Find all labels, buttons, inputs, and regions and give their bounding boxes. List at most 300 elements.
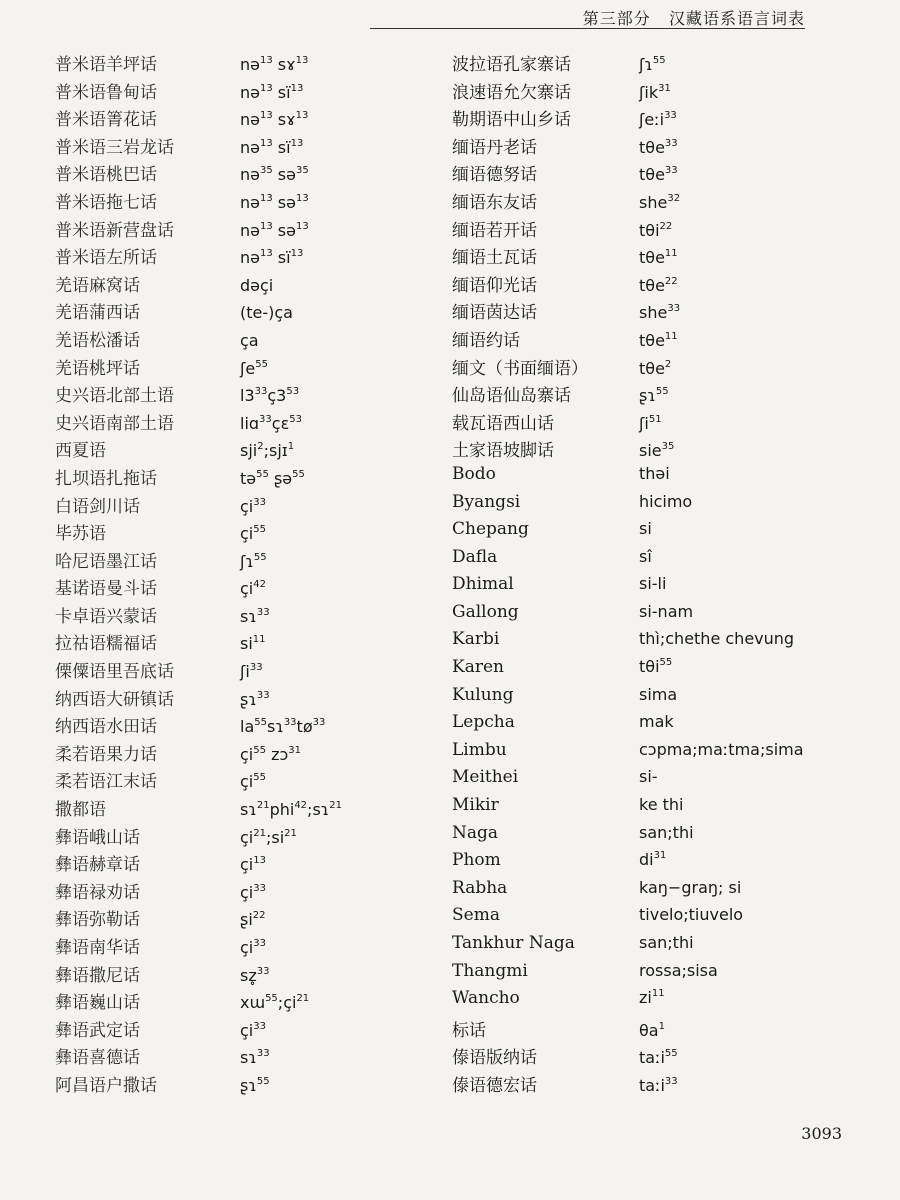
entry-row — [452, 767, 804, 795]
form-text: ʃik — [639, 82, 659, 102]
word-form — [240, 717, 325, 736]
form-text: çi — [240, 772, 254, 792]
form-text: si-nam — [639, 601, 694, 621]
tone-superscript: 35 — [259, 165, 273, 177]
entry-row — [55, 50, 342, 78]
tone-superscript: 13 — [259, 220, 273, 232]
language-name: 拉祜语糯福话 — [55, 634, 157, 655]
word-form — [639, 878, 741, 897]
form-text: taːi — [639, 1048, 665, 1068]
entry-row — [452, 685, 804, 713]
entry-row — [452, 547, 804, 575]
tone-superscript: 11 — [651, 988, 665, 1000]
entry-row — [452, 519, 804, 547]
language-name: Meithei — [452, 767, 519, 788]
entry-row — [452, 629, 804, 657]
form-text: çi — [240, 882, 254, 902]
language-name: Karbi — [452, 629, 500, 650]
language-name: Limbu — [452, 739, 507, 760]
word-form — [639, 248, 678, 267]
tone-superscript: 33 — [249, 662, 263, 674]
form-text: tθe — [639, 275, 665, 295]
language-name: 彝语峨山话 — [55, 827, 140, 848]
word-form — [240, 83, 303, 102]
entry-row — [55, 988, 342, 1016]
form-text: di — [639, 850, 654, 870]
form-text: ʃɿ — [240, 551, 254, 571]
entry-row — [55, 78, 342, 106]
form-text: ʂə — [268, 468, 293, 488]
word-form — [639, 193, 680, 212]
form-text: rossa;sisa — [639, 960, 718, 980]
form-text: (te-)ça — [240, 303, 293, 323]
word-form — [639, 850, 666, 869]
tone-superscript: 55 — [255, 358, 268, 370]
word-form — [639, 823, 694, 842]
language-name: Dafla — [452, 546, 498, 567]
word-form — [240, 745, 301, 764]
form-text: nə — [240, 137, 260, 157]
entry-row — [55, 519, 342, 547]
tone-superscript: 32 — [667, 192, 681, 204]
tone-superscript: 33 — [664, 110, 677, 122]
word-form — [639, 547, 652, 566]
form-text: nə — [240, 82, 260, 102]
form-text: nə — [240, 192, 260, 212]
word-form — [639, 712, 674, 731]
entry-row — [55, 740, 342, 768]
language-name: 彝语巍山话 — [55, 993, 140, 1014]
entry-row — [452, 216, 804, 244]
tone-superscript: 13 — [253, 855, 266, 867]
form-text: hicimo — [639, 491, 693, 511]
form-text: ʂi — [240, 910, 253, 930]
language-name: 撒都语 — [55, 800, 106, 821]
tone-superscript: 55 — [254, 717, 267, 729]
language-name: 勒期语中山乡话 — [452, 110, 571, 131]
form-text: nə — [240, 55, 260, 74]
entry-row — [452, 160, 804, 188]
language-name: Wancho — [452, 988, 520, 1009]
tone-superscript: 13 — [295, 55, 309, 66]
entry-row — [452, 436, 804, 464]
entry-row — [452, 878, 804, 906]
language-name: 缅语若开话 — [452, 220, 537, 241]
entry-row — [55, 216, 342, 244]
word-form — [240, 138, 303, 157]
tone-superscript: 55 — [652, 55, 666, 66]
word-form — [639, 492, 692, 511]
tone-superscript: 13 — [295, 220, 309, 232]
entry-row — [55, 905, 342, 933]
entry-row — [452, 740, 804, 768]
tone-superscript: 33 — [283, 717, 297, 729]
language-name: 普米语三岩龙话 — [55, 137, 174, 158]
word-form — [240, 331, 259, 350]
language-name: 史兴语北部土语 — [55, 386, 174, 407]
tone-superscript: 13 — [295, 192, 309, 204]
entry-row — [55, 602, 342, 630]
entry-row — [452, 78, 804, 106]
language-name: Kulung — [452, 684, 514, 705]
entry-row — [452, 105, 804, 133]
word-form — [240, 855, 266, 874]
form-text: ke thi — [639, 795, 684, 815]
language-name: 羌语松潘话 — [55, 330, 140, 351]
language-name: 缅语约话 — [452, 330, 520, 351]
tone-superscript: 21 — [296, 993, 310, 1005]
word-form — [639, 464, 670, 483]
form-text: mak — [639, 712, 674, 732]
tone-superscript: 11 — [664, 330, 678, 342]
language-name: 基诺语曼斗话 — [55, 579, 157, 600]
entry-row — [452, 326, 804, 354]
language-name: 傈僳语里吾底话 — [55, 662, 174, 683]
entry-row — [452, 1016, 804, 1044]
form-text: ça — [240, 330, 259, 350]
language-name: 载瓦语西山话 — [452, 413, 554, 434]
entry-row — [452, 988, 804, 1016]
word-form — [639, 740, 804, 759]
word-form — [639, 1076, 678, 1095]
entry-row — [452, 271, 804, 299]
word-form — [639, 331, 678, 350]
tone-superscript: 55 — [655, 386, 669, 398]
form-text: ʃeːi — [639, 110, 665, 130]
tone-superscript: 13 — [259, 82, 273, 94]
tone-superscript: 22 — [664, 275, 678, 287]
language-name: 白语剑川话 — [55, 496, 140, 517]
form-text: sî — [639, 546, 652, 566]
form-text: ʃi — [240, 662, 250, 682]
language-name: 普米语新营盘话 — [55, 220, 174, 241]
word-form — [639, 414, 662, 433]
form-text: tθe — [639, 330, 665, 350]
tone-superscript: 55 — [292, 468, 305, 480]
language-name: 彝语撒尼话 — [55, 965, 140, 986]
word-form — [240, 993, 309, 1012]
tone-superscript: 53 — [286, 386, 300, 398]
entry-row — [452, 354, 804, 382]
entry-row — [55, 1016, 342, 1044]
word-form — [639, 1048, 678, 1067]
tone-superscript: 1 — [658, 1020, 665, 1032]
word-form — [639, 138, 678, 157]
word-form — [639, 276, 678, 295]
tone-superscript: 33 — [253, 882, 266, 894]
form-text: sɿ — [240, 606, 257, 626]
form-text: she — [639, 192, 668, 212]
form-text: ʃi — [639, 413, 649, 433]
word-form — [240, 828, 297, 847]
language-name: 标话 — [452, 1020, 486, 1041]
tone-superscript: 33 — [254, 386, 268, 398]
tone-superscript: 13 — [259, 55, 273, 66]
form-text: sɿ — [240, 1048, 257, 1068]
tone-superscript: 21 — [256, 800, 270, 812]
form-text: çi — [240, 1020, 254, 1040]
form-text: dəçi — [240, 275, 274, 295]
language-name: Rabha — [452, 877, 508, 898]
form-text: tθi — [639, 220, 660, 240]
word-form — [240, 690, 270, 709]
tone-superscript: 33 — [667, 303, 681, 315]
word-form — [639, 110, 677, 129]
tone-superscript: 13 — [295, 110, 309, 122]
word-form — [639, 55, 666, 74]
language-name: 哈尼语墨江话 — [55, 551, 157, 572]
form-text: san;thi — [639, 933, 694, 952]
word-form — [240, 1076, 270, 1095]
tone-superscript: 31 — [653, 850, 667, 862]
language-name: Karen — [452, 657, 504, 678]
word-form — [639, 83, 671, 102]
word-form — [639, 386, 669, 405]
form-text: tθe — [639, 358, 665, 378]
language-name: 彝语赫章话 — [55, 855, 140, 876]
tone-superscript: 13 — [290, 248, 304, 260]
form-text: nə — [240, 165, 260, 185]
form-text: θa — [639, 1020, 659, 1040]
entry-row — [55, 685, 342, 713]
form-text: sɤ — [272, 110, 296, 130]
language-name: 缅语东友话 — [452, 192, 537, 213]
tone-superscript: 21 — [329, 800, 342, 812]
word-form — [639, 574, 666, 593]
word-form — [639, 933, 694, 952]
language-name: Sema — [452, 905, 500, 926]
language-name: 仙岛语仙岛寨话 — [452, 386, 571, 407]
entry-row — [55, 961, 342, 989]
language-name: 普米语桃巴话 — [55, 165, 157, 186]
tone-superscript: 35 — [661, 441, 675, 453]
word-form — [240, 1021, 266, 1040]
form-text: kaŋ−graŋ; si — [639, 877, 742, 897]
form-text: phi — [269, 800, 295, 820]
form-text: sə — [272, 220, 296, 240]
language-name: 缅语土瓦话 — [452, 248, 537, 269]
word-form — [240, 303, 293, 322]
tone-superscript: 55 — [256, 1075, 270, 1087]
word-form — [639, 767, 658, 786]
form-text: tivelo;tiuvelo — [639, 905, 744, 925]
language-name: 彝语南华话 — [55, 938, 140, 958]
form-text: çɛ — [271, 413, 290, 433]
entry-row — [55, 878, 342, 906]
form-text: thì;chethe chevung — [639, 629, 795, 649]
tone-superscript: 21 — [253, 827, 266, 839]
tone-superscript: 55 — [659, 657, 673, 669]
tone-superscript: 53 — [289, 413, 302, 425]
form-text: she — [639, 303, 668, 323]
tone-superscript: 33 — [253, 496, 266, 508]
entry-row — [452, 409, 804, 437]
form-text: sima — [639, 684, 678, 704]
word-form — [240, 165, 309, 184]
form-text: ʂɿ — [639, 386, 656, 406]
tone-superscript: 42 — [253, 579, 266, 591]
word-form — [639, 961, 718, 980]
tone-superscript: 13 — [290, 137, 304, 149]
form-text: ;sjɪ — [263, 441, 288, 461]
entry-row — [55, 657, 342, 685]
word-form — [240, 524, 266, 543]
language-name: Lepcha — [452, 712, 515, 733]
word-form — [240, 193, 309, 212]
word-form — [639, 221, 672, 240]
entry-row — [55, 105, 342, 133]
form-text: ;sɿ — [307, 800, 330, 820]
word-form — [240, 55, 308, 74]
tone-superscript: 31 — [658, 82, 671, 94]
entry-row — [55, 243, 342, 271]
tone-superscript: 55 — [253, 744, 266, 756]
language-name: 彝语武定话 — [55, 1020, 140, 1041]
entry-row — [55, 1071, 342, 1099]
entry-row — [55, 188, 342, 216]
language-name: 普米语左所话 — [55, 248, 157, 269]
entry-row — [55, 436, 342, 464]
language-name: Gallong — [452, 601, 519, 622]
word-form — [240, 221, 309, 240]
language-name: 普米语箐花话 — [55, 110, 157, 131]
entry-row — [55, 464, 342, 492]
tone-superscript: 55 — [256, 468, 269, 480]
entry-row — [452, 50, 804, 78]
language-name: Thangmi — [452, 960, 528, 981]
entry-row — [55, 326, 342, 354]
form-text: ʂɿ — [240, 1075, 257, 1095]
tone-superscript: 35 — [295, 165, 309, 177]
form-text: sə — [272, 192, 296, 212]
tone-superscript: 33 — [256, 689, 270, 701]
tone-superscript: 13 — [259, 110, 273, 122]
entry-row — [55, 712, 342, 740]
language-name: Phom — [452, 850, 501, 871]
form-text: liɑ — [240, 413, 260, 433]
form-text: ;si — [265, 827, 285, 847]
running-header — [583, 6, 805, 29]
form-text: nə — [240, 248, 260, 268]
word-form — [240, 414, 302, 433]
entry-row — [55, 298, 342, 326]
language-name: 纳西语大研镇话 — [55, 689, 174, 710]
form-text: la — [240, 717, 255, 737]
language-name: 羌语蒲西话 — [55, 303, 140, 324]
form-text: tθe — [639, 248, 665, 268]
tone-superscript: 13 — [259, 137, 273, 149]
word-form — [240, 910, 266, 929]
word-form — [240, 607, 270, 626]
tone-superscript: 33 — [253, 1020, 266, 1032]
language-name: 彝语禄劝话 — [55, 882, 140, 903]
entry-row — [55, 160, 342, 188]
word-form — [240, 800, 342, 819]
word-form — [639, 1021, 665, 1040]
tone-superscript: 13 — [259, 192, 273, 204]
language-name: 普米语拖七话 — [55, 192, 157, 213]
language-name: 缅语茵达话 — [452, 303, 537, 324]
tone-superscript: 55 — [253, 772, 266, 784]
tone-superscript: 33 — [256, 606, 270, 618]
language-name: 缅语德努话 — [452, 165, 537, 186]
word-form — [240, 662, 263, 681]
tone-superscript: 55 — [265, 993, 278, 1005]
tone-superscript: 33 — [256, 1048, 270, 1060]
entry-row — [452, 133, 804, 161]
entry-row — [55, 409, 342, 437]
word-form — [639, 685, 677, 704]
language-name: 西夏语 — [55, 441, 106, 462]
left-column — [55, 50, 342, 1099]
language-name: 纳西语水田话 — [55, 717, 157, 738]
tone-superscript: 33 — [664, 165, 678, 177]
word-form — [639, 657, 672, 676]
form-text: ʃe — [240, 358, 256, 378]
word-form — [639, 905, 743, 924]
entry-row — [452, 243, 804, 271]
entry-row — [55, 547, 342, 575]
page-number: 3093 — [801, 1124, 842, 1143]
tone-superscript: 22 — [659, 220, 673, 232]
entry-row — [452, 464, 804, 492]
form-text: si- — [639, 767, 658, 787]
language-name: 扎坝语扎拖话 — [55, 468, 157, 489]
entry-row — [55, 1043, 342, 1071]
form-text: ;çi — [277, 993, 297, 1013]
language-name: 史兴语南部土语 — [55, 413, 174, 434]
entry-row — [55, 629, 342, 657]
form-text: çi — [240, 496, 254, 516]
form-text: thəi — [639, 463, 670, 483]
form-text: zi — [639, 988, 652, 1008]
form-text: sɿ — [266, 717, 284, 737]
entry-row — [452, 961, 804, 989]
word-form — [639, 629, 794, 648]
form-text: sɿ — [240, 800, 257, 820]
form-text: sï — [272, 82, 291, 102]
form-text: si-li — [639, 574, 667, 594]
word-form — [240, 469, 305, 488]
entry-row — [452, 823, 804, 851]
word-form — [240, 772, 266, 791]
language-name: 彝语弥勒话 — [55, 910, 140, 931]
form-text: tθi — [639, 657, 660, 677]
word-form — [639, 303, 680, 322]
entry-row — [452, 574, 804, 602]
form-text: çi — [240, 855, 254, 875]
form-text: sji — [240, 441, 258, 461]
form-text: ç3 — [267, 386, 287, 406]
word-form — [240, 883, 266, 902]
entry-row — [55, 354, 342, 382]
word-form — [240, 386, 299, 405]
entry-row — [452, 492, 804, 520]
tone-superscript: 55 — [664, 1048, 678, 1060]
word-form — [639, 519, 652, 538]
language-name: 柔若语果力话 — [55, 744, 157, 765]
form-text: çi — [240, 938, 254, 957]
tone-superscript: 55 — [253, 551, 267, 563]
form-text: xɯ — [240, 993, 266, 1013]
tone-superscript: 2 — [664, 358, 672, 370]
word-form — [240, 1048, 270, 1067]
word-form — [240, 552, 267, 571]
language-name: 浪速语允欠寨话 — [452, 82, 571, 103]
language-name: 普米语羊坪话 — [55, 55, 157, 75]
entry-row — [55, 767, 342, 795]
language-name: 缅文（书面缅语） — [452, 358, 588, 379]
